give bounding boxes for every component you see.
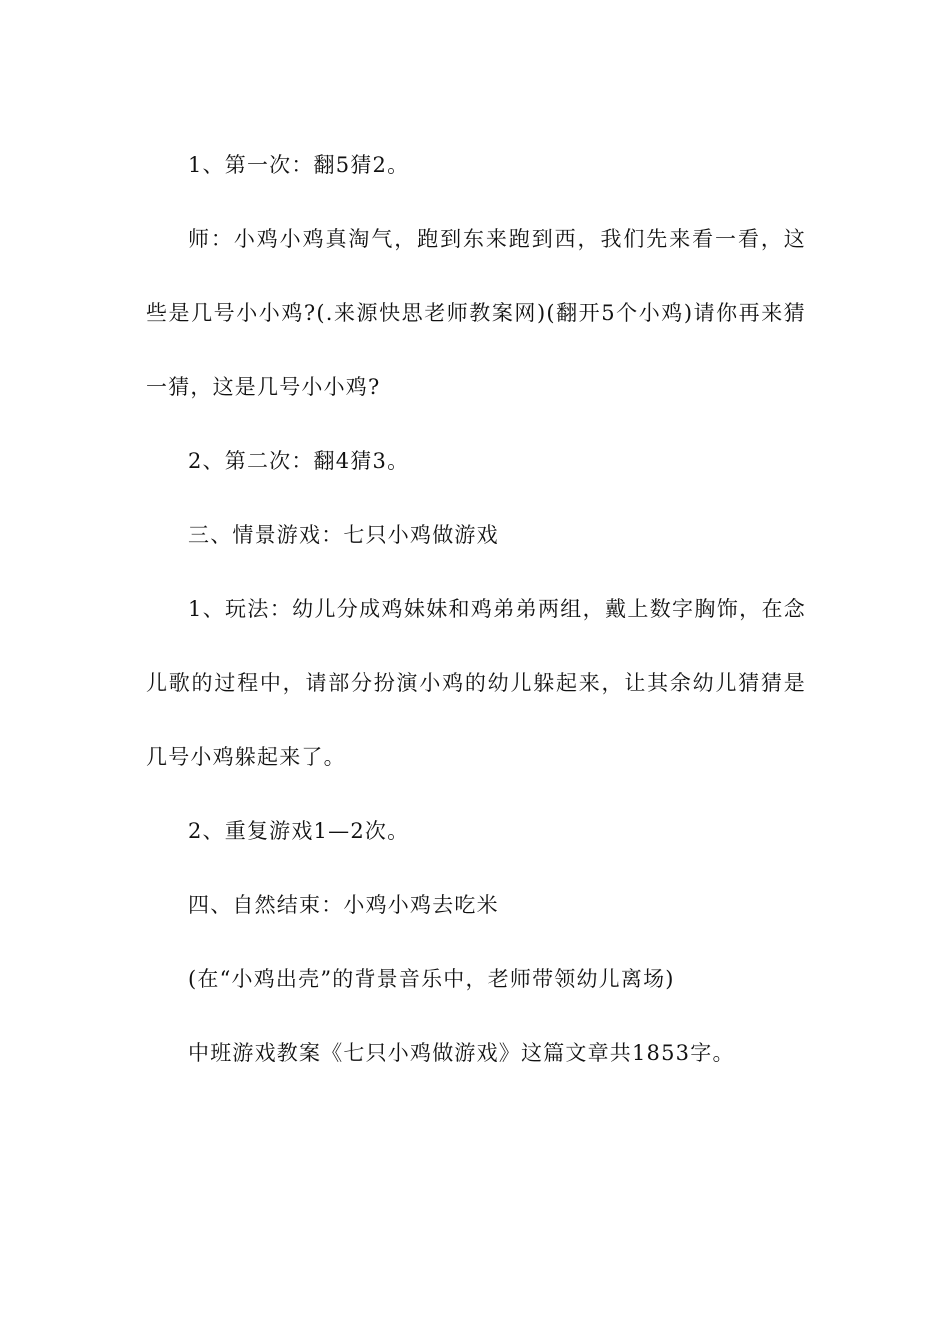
section-heading-ending: 四、自然结束：小鸡小鸡去吃米	[188, 893, 499, 917]
paragraph-word-count: 中班游戏教案《七只小鸡做游戏》这篇文章共1853字。	[188, 1041, 735, 1065]
paragraph-step-2: 2、第二次：翻4猜3。	[188, 449, 410, 473]
paragraph-teacher-speech: 师：小鸡小鸡真淘气，跑到东来跑到西，我们先来看一看，这些是几号小小鸡?(.来源快思老师教案网)(翻开5个小鸡)请你再来猜一猜，这是几号小小鸡?	[146, 227, 806, 399]
paragraph-repeat: 2、重复游戏1—2次。	[188, 819, 410, 843]
paragraph-music-note: (在“小鸡出壳”的背景音乐中，老师带领幼儿离场)	[188, 967, 675, 991]
paragraph-step-1: 1、第一次：翻5猜2。	[188, 153, 410, 177]
paragraph-rules: 1、玩法：幼儿分成鸡妹妹和鸡弟弟两组，戴上数字胸饰，在念儿歌的过程中，请部分扮演小鸡的幼儿躲起来，让其余幼儿猜猜是几号小鸡躲起来了。	[146, 597, 806, 769]
section-heading-game: 三、情景游戏：七只小鸡做游戏	[188, 523, 499, 547]
document-body	[146, 128, 806, 1090]
